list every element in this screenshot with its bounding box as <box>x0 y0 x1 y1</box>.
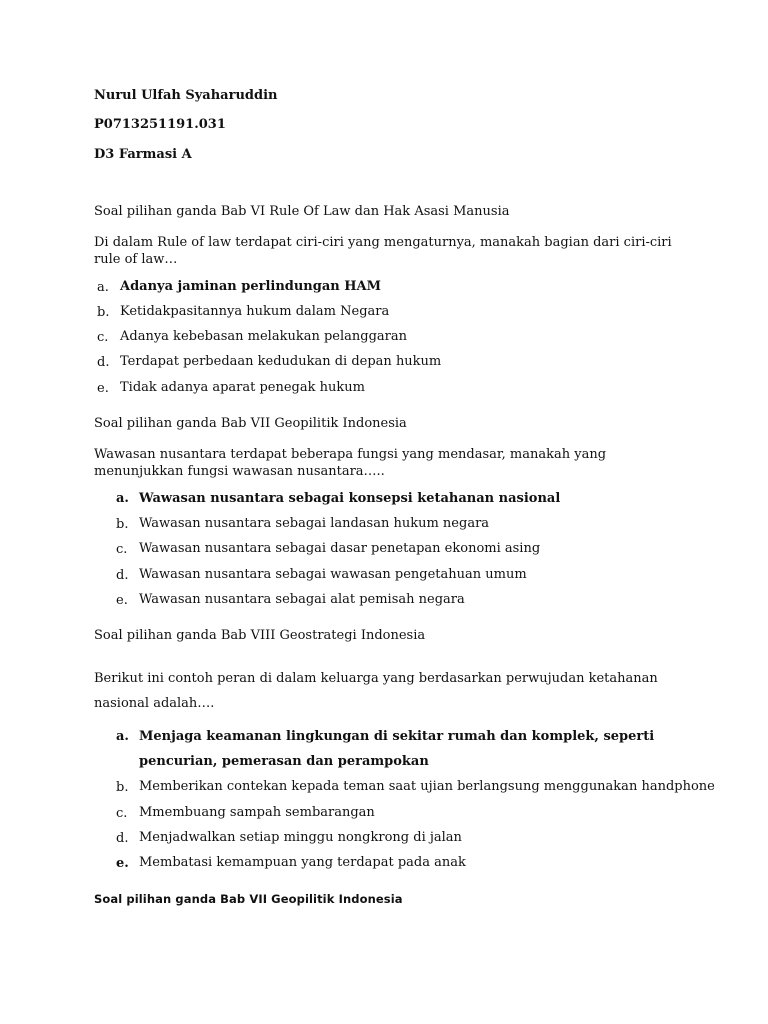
option-letter: c. <box>116 806 128 821</box>
option-letter: d. <box>97 355 110 370</box>
option-answer: Menjaga keamanan lingkungan di sekitar rumah dan komplek, seperti <box>139 729 655 744</box>
option-text: Wawasan nusantara sebagai alat pemisah negara <box>139 592 465 607</box>
class-name: D3 Farmasi A <box>94 147 192 162</box>
option-text: Mmembuang sampah sembarangan <box>139 805 375 820</box>
option-letter: c. <box>116 542 128 557</box>
option-text: Memberikan contekan kepada teman saat ujian berlangsung menggunakan handphone <box>139 779 715 794</box>
author-name: Nurul Ulfah Syaharuddin <box>94 88 278 103</box>
option-text: Wawasan nusantara sebagai wawasan pengetahuan umum <box>139 567 527 582</box>
question-text: Di dalam Rule of law terdapat ciri-ciri yang mengaturnya, manakah bagian dari ciri-ciri rule of law… <box>94 235 672 267</box>
student-id: P0713251191.031 <box>94 117 226 132</box>
option-letter: e. <box>116 593 128 608</box>
option-text: Membatasi kemampuan yang terdapat pada anak <box>139 855 466 870</box>
option-letter: b. <box>116 517 129 532</box>
option-answer-continued: pencurian, pemerasan dan perampokan <box>139 754 429 769</box>
section-title: Soal pilihan ganda Bab VII Geopilitik Indonesia <box>94 416 407 431</box>
option-text: Wawasan nusantara sebagai landasan hukum negara <box>139 516 490 531</box>
option-text: Wawasan nusantara sebagai dasar penetapan ekonomi asing <box>139 541 541 556</box>
option-text: Tidak adanya aparat penegak hukum <box>120 380 365 395</box>
question-text: Wawasan nusantara terdapat beberapa fungsi yang mendasar, manakah yang menunjukkan fungsi wawasan nusantara….. <box>94 447 607 479</box>
option-letter: b. <box>97 305 110 320</box>
option-text: Menjadwalkan setiap minggu nongkrong di jalan <box>139 830 462 845</box>
option-letter: e. <box>97 381 109 396</box>
option-answer: Wawasan nusantara sebagai konsepsi ketahanan nasional <box>139 491 561 506</box>
option-letter: a. <box>116 491 129 506</box>
option-letter: d. <box>116 568 129 583</box>
option-text: Ketidakpasitannya hukum dalam Negara <box>120 304 390 319</box>
option-letter: b. <box>116 780 129 795</box>
question-text: Berikut ini contoh peran di dalam keluarga yang berdasarkan perwujudan ketahanan nasional adalah…. <box>94 671 658 711</box>
option-letter: d. <box>116 831 129 846</box>
option-letter: c. <box>97 330 109 345</box>
option-text: Adanya kebebasan melakukan pelanggaran <box>120 329 407 344</box>
option-text: Terdapat perbedaan kedudukan di depan hukum <box>120 354 442 369</box>
section-title: Soal pilihan ganda Bab VI Rule Of Law dan Hak Asasi Manusia <box>94 204 510 219</box>
option-letter: e. <box>116 856 129 871</box>
option-answer: Adanya jaminan perlindungan HAM <box>120 279 382 294</box>
section-title: Soal pilihan ganda Bab VIII Geostrategi Indonesia <box>94 628 426 643</box>
option-letter: a. <box>97 280 109 295</box>
option-letter: a. <box>116 729 129 744</box>
next-section-title: Soal pilihan ganda Bab VII Geopilitik Indonesia <box>94 892 403 906</box>
